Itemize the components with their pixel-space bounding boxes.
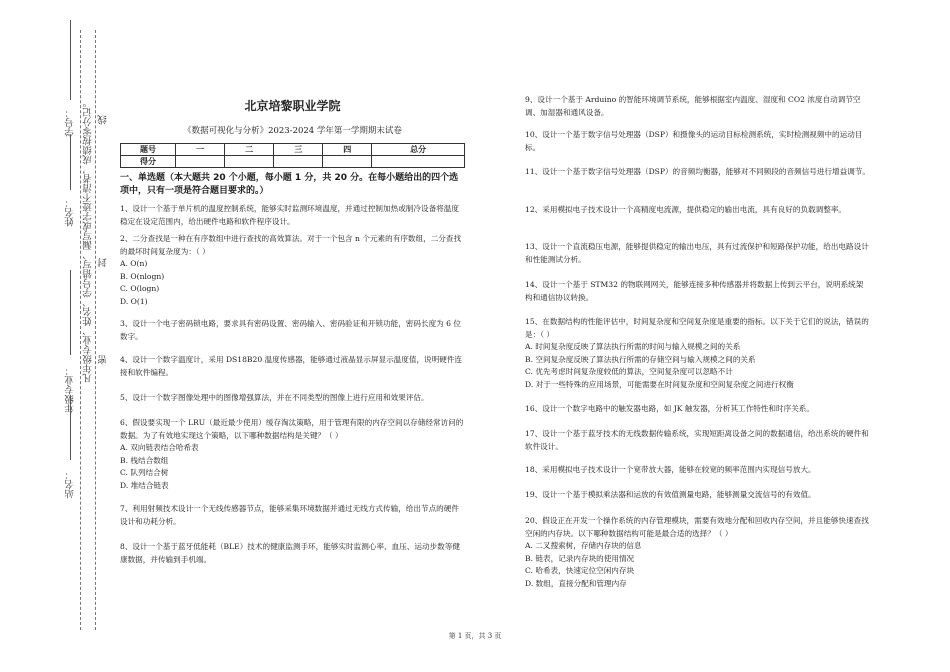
question-text: 5、设计一个数字图像处理中的图像增强算法，并在不同类型的图像上进行应用和效果评估。 (120, 393, 429, 402)
score-cell: 三 (274, 144, 323, 156)
option[interactable]: A. 时间复杂度反映了算法执行所需的时间与输入规模之间的关系 (525, 342, 741, 352)
grade-major-label: 年级专业： (65, 366, 76, 414)
score-cell: 一 (176, 144, 225, 156)
question-text: 16、设计一个数字电路中的触发器电路，如 JK 触发器，分析其工作特性和时序关系。 (525, 404, 814, 413)
score-input-cell[interactable] (372, 156, 465, 168)
option[interactable]: A. O(n) (120, 259, 148, 269)
question-text: 15、在数据结构的性能评估中，时间复杂度和空间复杂度是重要的指标。以下关于它们的说法，错误的是：（ ） (525, 317, 869, 339)
question-text: 10、设计一个基于数字信号处理器（DSP）和摄像头的运动目标检测系统，实时检测视频中的运动目标。 (525, 130, 863, 152)
option[interactable]: B. O(nlogn) (120, 271, 165, 281)
question-text: 12、采用模拟电子技术设计一个高精度电流源，提供稳定的输出电流，具有良好的负载调整率。 (525, 205, 847, 214)
question-text: 18、采用模拟电子技术设计一个宽带放大器，能够在较宽的频率范围内实现信号放大。 (525, 465, 816, 474)
question-16 (525, 403, 870, 416)
option[interactable]: D. O(1) (120, 296, 148, 306)
option[interactable]: B. 空间复杂度反映了算法执行所需的存储空间与输入规模之间的关系 (525, 354, 756, 364)
question-14 (525, 279, 870, 304)
score-cell: 总分 (372, 144, 465, 156)
question-text: 11、设计一个基于数字信号处理器（DSP）的音频均衡器，能够对不同频段的音频信号进行增益调节。 (525, 167, 870, 176)
notice-text: 凡年级专业、姓名、学号错写、漏写或字迹不清者，成绩按零分记。 (83, 98, 94, 383)
question-20 (525, 515, 870, 590)
option[interactable]: C. 队列结合树 (120, 468, 169, 478)
question-text: 13、设计一个直流稳压电源，能够提供稳定的输出电压，具有过流保护和短路保护功能，给出电路设计和性能测试分析。 (525, 242, 869, 264)
question-4 (120, 354, 465, 379)
score-table-score-row (121, 156, 465, 168)
question-2 (120, 233, 465, 308)
question-7 (120, 503, 465, 528)
option[interactable]: C. 优先考虑时间复杂度较低的算法，空间复杂度可以忽略不计 (525, 367, 733, 377)
option[interactable]: A. 二叉搜索树，存储内存块的信息 (525, 541, 642, 551)
binding-margin (0, 0, 110, 672)
question-text: 4、设计一个数字温度计，采用 DS18B20 温度传感器，能够通过液晶显示屏显示温度值，说明硬件连接和软件编程。 (120, 355, 463, 377)
question-13 (525, 241, 870, 266)
question-text: 6、假设要实现一个 LRU（最近最少使用）缓存淘汰策略，用于管理有限的内存空间以存储经常访问的数据。为了有效地实现这个策略，以下哪种数据结构是关键？（ ） (120, 418, 464, 440)
question-15 (525, 316, 870, 391)
seal-feng: 封 (98, 258, 109, 268)
name-label: 姓名： (65, 198, 76, 227)
school-name: 北京培黎职业学院 (244, 99, 341, 113)
question-10 (525, 129, 870, 154)
student-id-label: 学号： (65, 108, 76, 137)
question-1 (120, 203, 465, 228)
option[interactable]: D. 堆结合链表 (120, 480, 169, 490)
grade-major-fill-line (70, 270, 71, 355)
score-cell: 得分 (121, 156, 176, 168)
option[interactable]: B. 链表，记录内存块的使用情况 (525, 553, 635, 563)
option[interactable]: B. 栈结合数组 (120, 455, 169, 465)
question-12 (525, 204, 870, 217)
score-table (120, 143, 465, 168)
question-text: 7、利用射频技术设计一个无线传感器节点，能够采集环境数据并通过无线方式传输，给出节点的硬件设计和功耗分析。 (120, 504, 459, 526)
binding-dashed-line-inner (80, 30, 81, 630)
question-3 (120, 318, 465, 343)
page-footer: 第 1 页，共 3 页 (448, 632, 502, 640)
question-text: 3、设计一个电子密码锁电路，要求具有密码设置、密码输入、密码验证和开锁功能，密码长度为 6 位数字。 (120, 319, 462, 341)
question-11 (525, 166, 870, 179)
option[interactable]: C. O(logn) (120, 284, 160, 294)
question-6 (120, 417, 465, 492)
score-input-cell[interactable] (274, 156, 323, 168)
question-text: 8、设计一个基于蓝牙低能耗（BLE）技术的健康监测手环，能够实时监测心率、血压、运动步数等健康数据，并传输到手机端。 (120, 542, 460, 564)
seal-xian: 线 (98, 115, 109, 125)
score-cell: 题号 (121, 144, 176, 156)
score-cell: 四 (323, 144, 372, 156)
seal-mi: 密 (98, 355, 109, 365)
exam-title: 《数据可视化与分析》2023-2024 学年第一学期期末试卷 (183, 126, 402, 136)
score-table-header-row (121, 144, 465, 156)
option[interactable]: C. 哈希表，快速定位空闲内存块 (525, 566, 635, 576)
question-5 (120, 392, 465, 405)
question-8 (120, 541, 465, 566)
question-text: 14、设计一个基于 STM32 的物联网网关，能够连接多种传感器并将数据上传到云平台，说明系统架构和通信协议转换。 (525, 280, 864, 302)
student-id-fill-line (70, 20, 71, 100)
score-cell: 二 (225, 144, 274, 156)
question-text: 2、二分查找是一种在有序数组中进行查找的高效算法。对于一个包含 n 个元素的有序数组，二分查找的最坏时间复杂度为：（ ） (120, 234, 462, 256)
question-text: 20、假设正在开发一个操作系统的内存管理模块，需要有效地分配和回收内存空间，并且能够快速查找空闲的内存块。以下哪种数据结构可能是最合适的选择？（ ） (525, 516, 869, 538)
option[interactable]: D. 对于一些特殊的应用场景，可能需要在时间复杂度和空间复杂度之间进行权衡 (525, 379, 794, 389)
option[interactable]: D. 数组，直接分配和管理内存 (525, 578, 627, 588)
question-text: 19、设计一个基于模拟乘法器和运放的有效值测量电路，能够测量交流信号的有效值。 (525, 490, 816, 499)
option[interactable]: A. 双向链表结合哈希表 (120, 443, 199, 453)
question-text: 17、设计一个基于蓝牙技术的无线数据传输系统，实现短距离设备之间的数据通信，给出系统的硬件和软件设计。 (525, 429, 869, 451)
question-text: 9、设计一个基于 Arduino 的智能环境调节系统，能够根据室内温度、湿度和 CO2 浓度自动调节空调、加湿器和通风设备。 (525, 95, 861, 117)
station-fill-line (70, 395, 71, 460)
score-input-cell[interactable] (176, 156, 225, 168)
score-input-cell[interactable] (323, 156, 372, 168)
question-text: 1、设计一个基于单片机的温度控制系统，能够实时监测环境温度，并通过控制加热或制冷设备将温度稳定在设定范围内，给出硬件电路和软件程序设计。 (120, 204, 459, 226)
section-heading: 一、单选题（本大题共 20 个小题，每小题 1 分，共 20 分。在每小题给出的四个选项中，只有一项是符合题目要求的。） (120, 173, 459, 197)
question-19 (525, 489, 870, 502)
question-18 (525, 464, 870, 477)
question-9 (525, 94, 870, 119)
score-input-cell[interactable] (225, 156, 274, 168)
name-fill-line (70, 135, 71, 190)
question-17 (525, 428, 870, 453)
station-label: 站名： (65, 470, 76, 499)
